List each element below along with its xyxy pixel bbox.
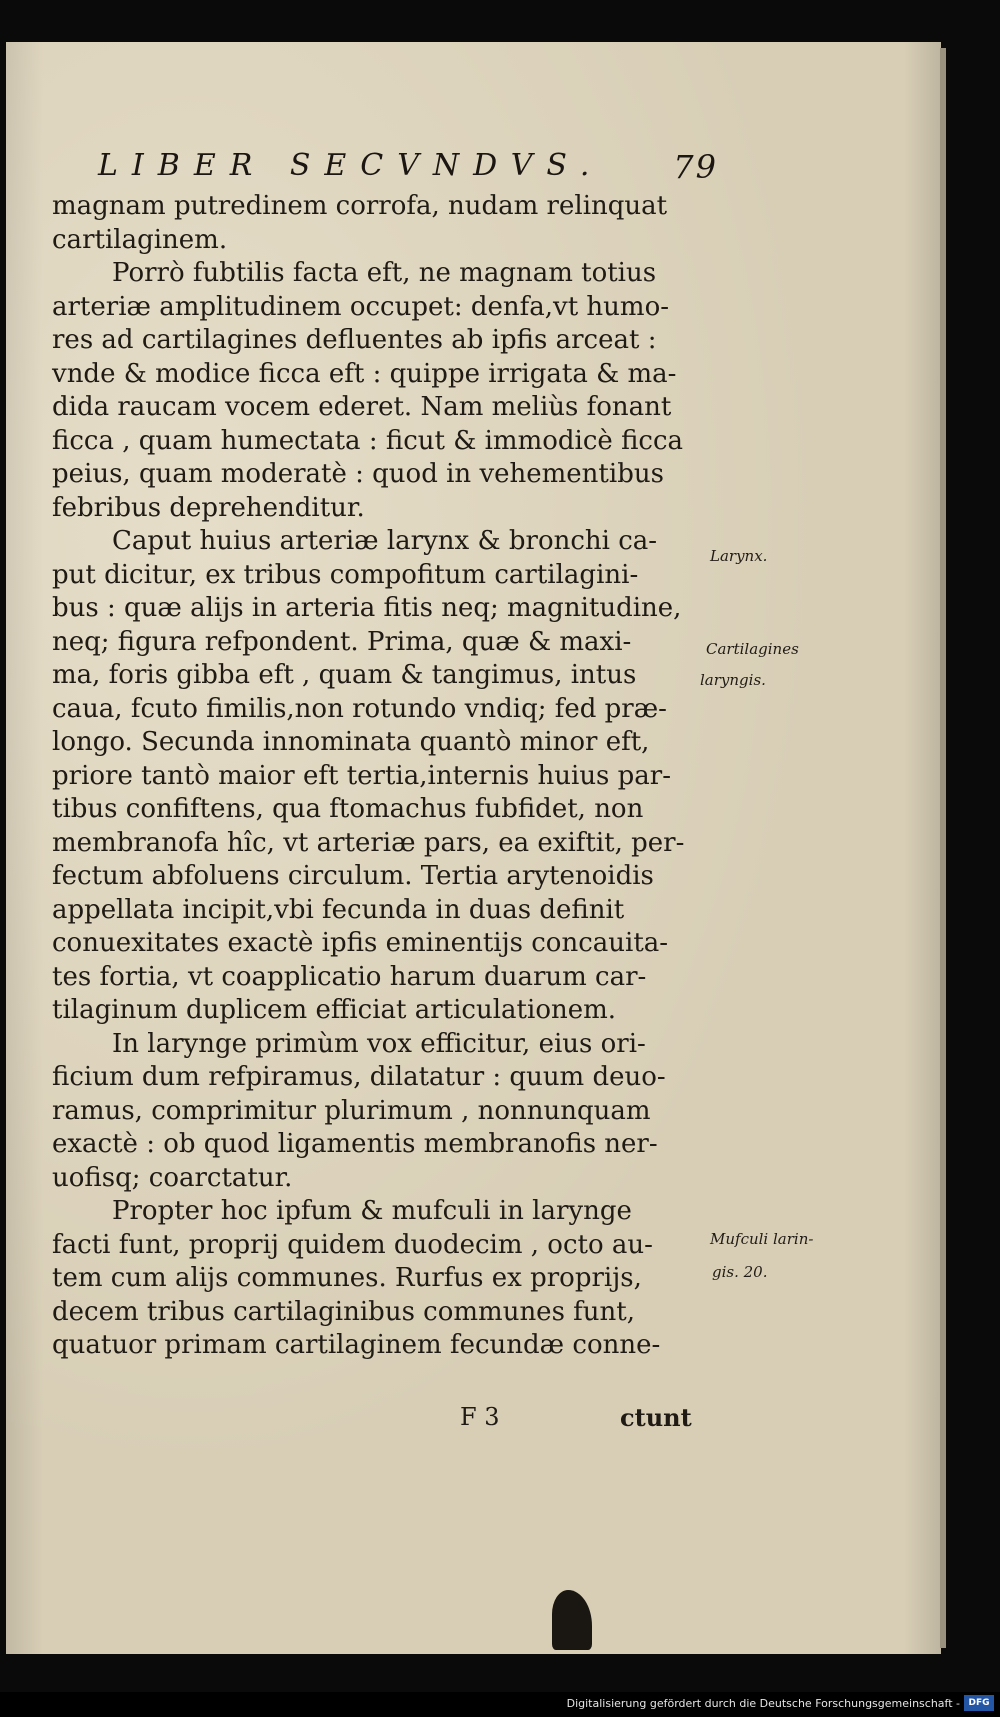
text-line: tilaginum duplicem efficiat articulationem. (52, 995, 617, 1025)
text-line: neq; figura refpondent. Prima, quæ & maxi- (52, 626, 632, 657)
text-line: tem cum alijs communes. Rurfus ex proprijs, (52, 1263, 642, 1293)
margin-note-musculi-count: gis. 20. (712, 1263, 768, 1281)
text-line: exactè : ob quod ligamentis membranofis ner- (52, 1129, 658, 1159)
text-line: ma, foris gibba eft , quam & tangimus, intus (52, 660, 637, 690)
text-line: ramus, comprimitur plurimum , nonnunquam (52, 1095, 651, 1126)
margin-note-larynx: Larynx. (710, 547, 768, 565)
text-line: febribus deprehenditur. (52, 492, 365, 523)
text-line: appellata incipit,vbi fecunda in duas definit (52, 894, 625, 925)
text-line: bus : quæ alijs in arteria fitis neq; magnitudine, (52, 593, 682, 623)
text-line: priore tantò maior eft tertia,internis huius par- (52, 760, 672, 791)
margin-note-musculi: Mufculi larin- (710, 1230, 814, 1248)
text-line: facti funt, proprij quidem duodecim , octo au- (52, 1229, 653, 1260)
margin-note-cartilagines: Cartilagines (706, 640, 799, 658)
text-line: fectum abfoluens circulum. Tertia arytenoidis (52, 861, 654, 891)
text-line: tibus confiftens, qua ftomachus fubfidet, non (52, 794, 644, 824)
main-text-block (52, 190, 712, 1363)
catchword: ctunt (620, 1403, 692, 1432)
folio-number: 79 (673, 148, 718, 186)
text-line: longo. Secunda innominata quantò minor eft, (52, 727, 650, 757)
text-line: res ad cartilagines defluentes ab ipfis arceat : (52, 325, 657, 355)
footer-credit: Digitalisierung gefördert durch die Deutsche Forschungsgemeinschaft - (566, 1697, 960, 1710)
running-header (98, 148, 718, 186)
text-line: decem tribus cartilaginibus communes funt, (52, 1296, 636, 1327)
text-line: dida raucam vocem ederet. Nam meliùs fonant (52, 392, 672, 422)
text-line: membranofa hîc, vt arteriæ pars, ea exiftit, per- (52, 827, 685, 858)
running-title: LIBER SECVNDVS. (98, 148, 604, 183)
text-line: cartilaginem. (52, 224, 228, 255)
text-line: quatuor primam cartilaginem fecundæ conne- (52, 1330, 661, 1360)
text-line: conuexitates exactè ipfis eminentijs concauita- (52, 928, 669, 958)
text-line: put dicitur, ex tribus compofitum cartilagini- (52, 559, 639, 590)
text-line: In larynge primùm vox efficitur, eius ori- (112, 1028, 646, 1059)
signature-mark: F 3 (460, 1403, 500, 1431)
text-line: ficium dum refpiramus, dilatatur : quum deuo- (52, 1062, 666, 1092)
text-line: Propter hoc ipfum & mufculi in larynge (112, 1196, 632, 1226)
text-line: Caput huius arteriæ larynx & bronchi ca- (112, 526, 658, 556)
text-line: caua, fcuto fimilis,non rotundo vndiq; fed præ- (52, 693, 667, 724)
text-line: vnde & modice ficca eft : quippe irrigata & ma- (52, 358, 677, 389)
text-line: peius, quam moderatè : quod in vehementibus (52, 459, 664, 489)
text-line: Porrò fubtilis facta eft, ne magnam totius (112, 258, 657, 288)
text-line: uofisq; coarctatur. (52, 1162, 293, 1193)
text-line: tes fortia, vt coapplicatio harum duarum car- (52, 961, 647, 992)
text-line: arteriæ amplitudinem occupet: denfa,vt humo- (52, 291, 670, 322)
text-line: magnam putredinem corrofa, nudam relinquat (52, 191, 668, 221)
dfg-logo-icon: DFG (964, 1695, 994, 1711)
margin-note-laryngis: laryngis. (700, 671, 766, 689)
page-edge (940, 48, 946, 1648)
text-line: ficca , quam humectata : ficut & immodicè ficca (52, 425, 684, 456)
